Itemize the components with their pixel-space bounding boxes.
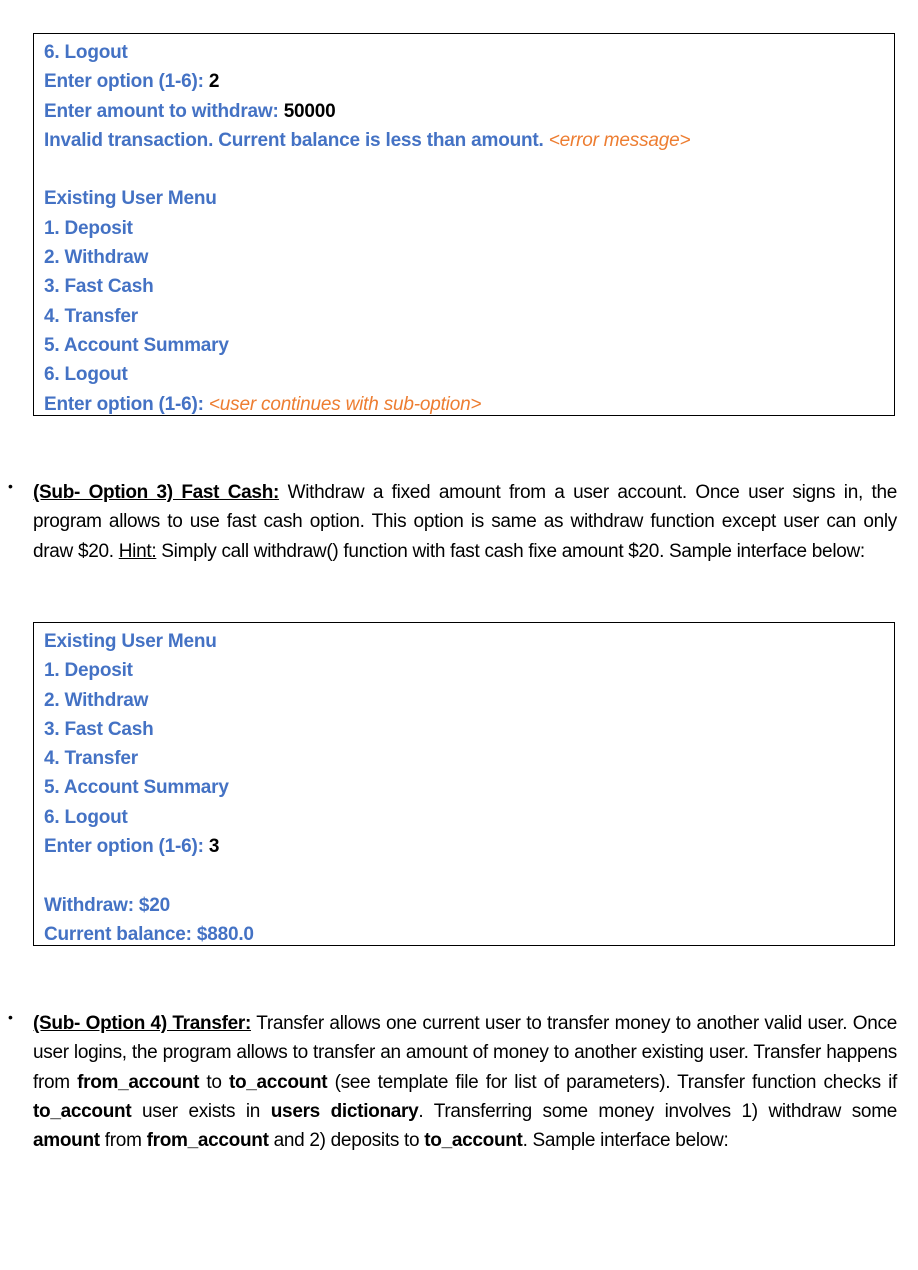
menu-item: 4. Transfer	[44, 748, 138, 770]
blank-line	[44, 861, 884, 890]
menu-item: 5. Account Summary	[44, 334, 229, 356]
menu-title: Existing User Menu	[44, 631, 217, 652]
menu-item: 1. Deposit	[44, 217, 133, 239]
menu-item: 2. Withdraw	[44, 247, 149, 269]
console-line: 6. Logout	[44, 42, 128, 63]
hint-label: Hint:	[118, 540, 157, 562]
console-line: Invalid transaction. Current balance is less than amount. <error message>	[44, 129, 691, 151]
transfer-description: (Sub- Option 4) Transfer: Transfer allows one current user to transfer money to another valid user. Once user logins, the program allows to transfer an amount of money to another existing user. Transfer happens from from_account to to_account (see template file for list of parameters). Transfer function checks if to_account user exists in users dictionary. Transferring some money involves 1) withdraw some amount from from_account and 2) deposits to to_account. Sample interface below:	[33, 1013, 897, 1152]
bullet-icon: •	[8, 1009, 13, 1025]
user-input: 3	[208, 836, 220, 858]
menu-item: 2. Withdraw	[44, 689, 149, 711]
console-line: Current balance: $880.0	[44, 923, 254, 945]
console-line: Enter option (1-6): 2	[44, 71, 220, 93]
console-sample-withdraw-error	[33, 33, 895, 416]
console-sample-fast-cash	[33, 622, 895, 946]
annotation: <error message>	[548, 129, 691, 151]
section-title: (Sub- Option 4) Transfer:	[33, 1013, 252, 1034]
console-line: Enter option (1-6): <user continues with sub-option>	[44, 393, 482, 415]
fast-cash-description: (Sub- Option 3) Fast Cash: Withdraw a fixed amount from a user account. Once user signs in, the program allows to use fast cash option. This option is same as withdraw function except user can only draw $20. Hint: Simply call withdraw() function with fast cash fixe amount $20. Sample interface below:	[33, 482, 897, 562]
console-line: Withdraw: $20	[44, 894, 171, 916]
user-input: 2	[208, 71, 220, 93]
menu-item: 1. Deposit	[44, 660, 133, 682]
blank-line	[44, 155, 884, 184]
user-input: 50000	[283, 100, 336, 122]
console-line: Enter option (1-6): 3	[44, 836, 220, 858]
menu-item: 3. Fast Cash	[44, 276, 154, 298]
menu-item: 3. Fast Cash	[44, 718, 154, 740]
annotation: <user continues with sub-option>	[208, 393, 482, 415]
menu-title: Existing User Menu	[44, 188, 217, 210]
menu-item: 5. Account Summary	[44, 777, 229, 799]
section-title: (Sub- Option 3) Fast Cash:	[33, 482, 280, 503]
menu-item: 6. Logout	[44, 364, 128, 386]
console-line: Enter amount to withdraw: 50000	[44, 100, 336, 122]
menu-item: 4. Transfer	[44, 305, 138, 327]
bullet-icon: •	[8, 478, 13, 494]
menu-item: 6. Logout	[44, 806, 128, 828]
